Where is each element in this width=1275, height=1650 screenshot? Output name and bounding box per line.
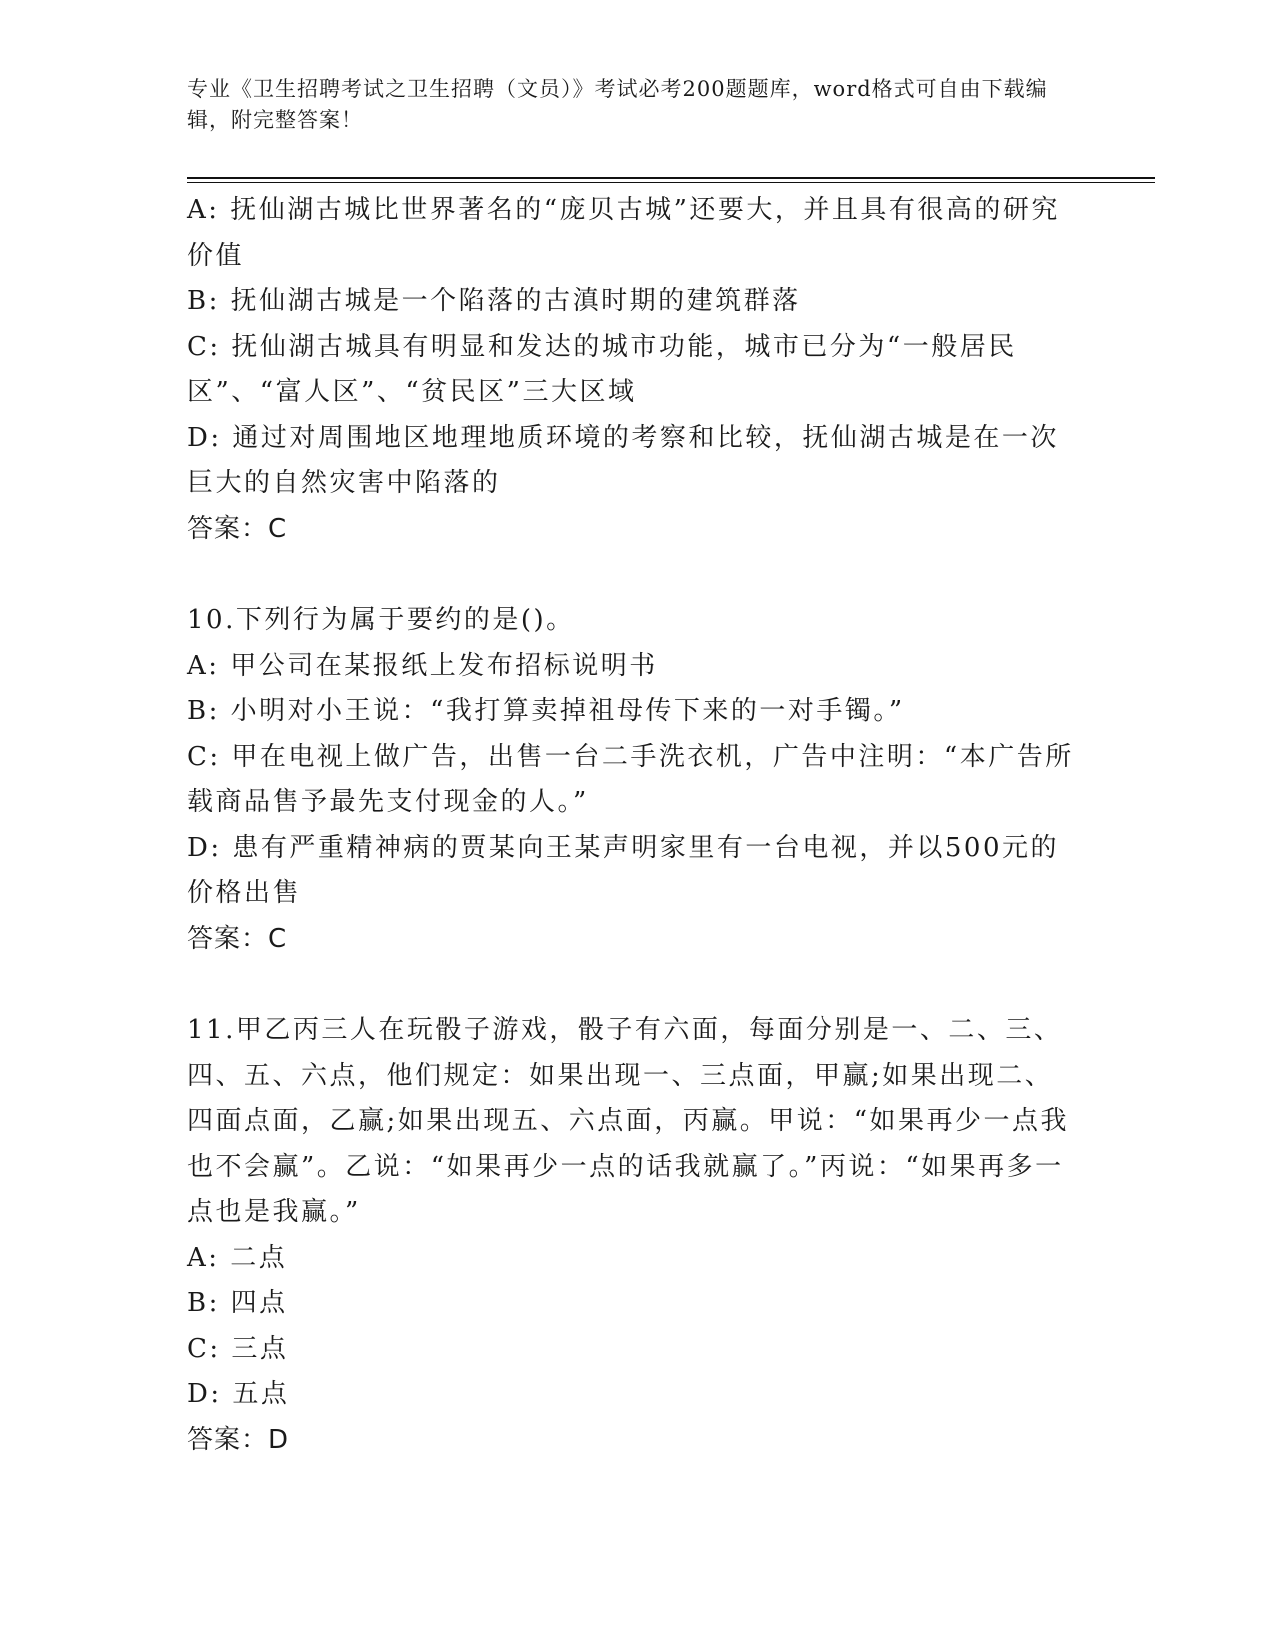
header-divider-thin — [187, 182, 1155, 183]
answer-line: 答案：D — [187, 1424, 290, 1455]
answer-line: 答案：C — [187, 923, 288, 954]
option-b: B: 抚仙湖古城是一个陷落的古滇时期的建筑群落 — [187, 286, 801, 316]
option-b: B: 四点 — [187, 1288, 288, 1318]
option-d: D: 五点 — [187, 1379, 290, 1409]
question-11 — [187, 1008, 1075, 1463]
question-gap — [187, 552, 1075, 598]
option-d: D: 患有严重精神病的贾某向王某声明家里有一台电视，并以500元的价格出售 — [187, 832, 1059, 908]
option-a: A: 甲公司在某报纸上发布招标说明书 — [187, 650, 658, 681]
question-text: 10.下列行为属于要约的是()。 — [187, 605, 575, 635]
question-10 — [187, 598, 1075, 962]
question-9 — [187, 188, 1075, 552]
document-header: 专业《卫生招聘考试之卫生招聘（文员）》考试必考200题题库，word格式可自由下载编辑，附完整答案！ — [187, 77, 1048, 132]
document-body — [187, 188, 1075, 1463]
option-a: A: 抚仙湖古城比世界著名的“庞贝古城”还要大，并且具有很高的研究价值 — [187, 195, 1060, 271]
option-c: C: 三点 — [187, 1333, 289, 1364]
option-d: D: 通过对周围地区地理地质环境的考察和比较，抚仙湖古城是在一次巨大的自然灾害中陷落的 — [187, 422, 1059, 498]
option-b: B: 小明对小王说：“我打算卖掉祖母传下来的一对手镯。” — [187, 696, 905, 726]
option-c: C: 抚仙湖古城具有明显和发达的城市功能，城市已分为“一般居民区”、“富人区”、“贫民区”三大区域 — [187, 331, 1017, 407]
option-c: C: 甲在电视上做广告，出售一台二手洗衣机，广告中注明：“本广告所载商品售予最先支付现金的人。” — [187, 741, 1074, 817]
question-text: 11.甲乙丙三人在玩骰子游戏，骰子有六面，每面分别是一、二、三、四、五、六点，他们规定：如果出现一、三点面，甲赢;如果出现二、四面点面，乙赢;如果出现五、六点面，丙赢。甲说：“如果再少一点我也不会赢”。乙说：“如果再少一点的话我就赢了。”丙说：“如果再多一点也是我赢。” — [187, 1015, 1070, 1227]
answer-line: 答案：C — [187, 513, 288, 544]
header-divider — [187, 177, 1155, 179]
question-gap — [187, 962, 1075, 1008]
option-a: A: 二点 — [187, 1242, 288, 1273]
